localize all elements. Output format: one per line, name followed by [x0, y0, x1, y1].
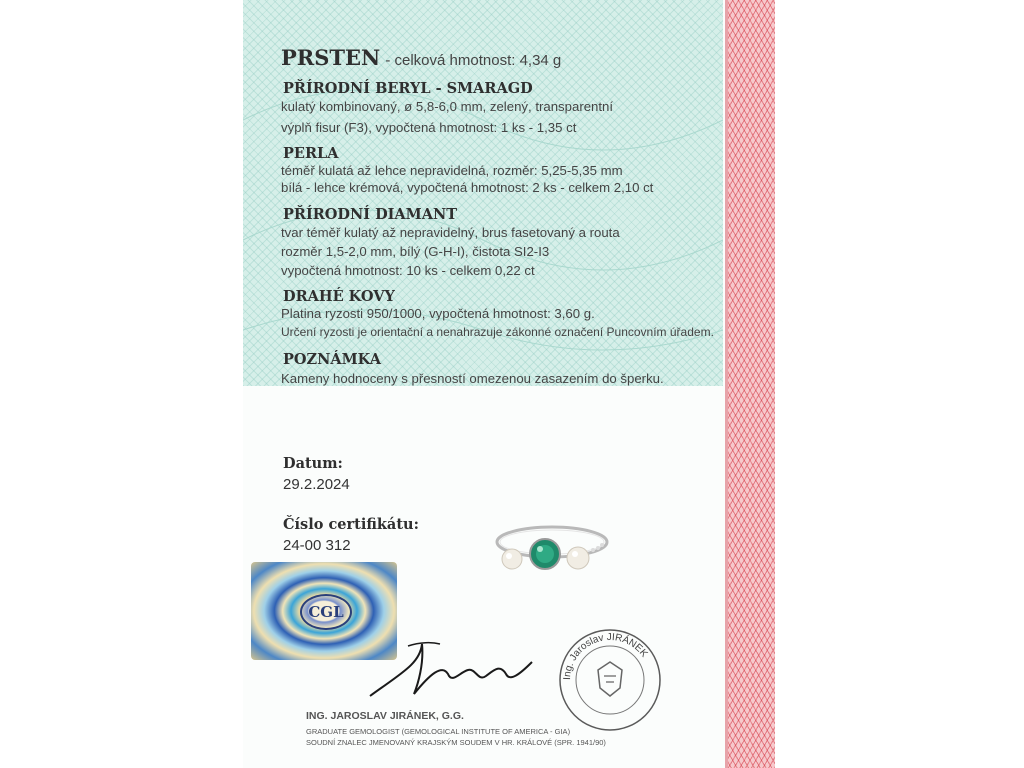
- section-line: Platina ryzosti 950/1000, vypočtená hmotnost: 3,60 g.: [281, 306, 595, 321]
- item-title: PRSTEN: [281, 45, 381, 70]
- stamp-name: Ing. Jaroslav JIRÁNEK: [561, 631, 650, 681]
- date-value: 29.2.2024: [283, 476, 350, 493]
- certificate-number-label: Číslo certifikátu:: [283, 516, 419, 533]
- signer-credential: GRADUATE GEMOLOGIST (GEMOLOGICAL INSTITUTE OF AMERICA - GIA): [306, 727, 571, 736]
- date-label: Datum:: [283, 455, 343, 472]
- signer-name: ING. JAROSLAV JIRÁNEK, G.G.: [306, 710, 464, 722]
- section-heading-perla: PERLA: [283, 145, 339, 162]
- svg-text:Ing. Jaroslav JIRÁNEK: [562, 632, 650, 680]
- official-stamp: [556, 626, 664, 734]
- pearl-right: [567, 547, 589, 569]
- signer-court-appointment: SOUDNÍ ZNALEC JMENOVANÝ KRAJSKÝM SOUDEM V HR. KRÁLOVÉ (SPR. 1941/90): [306, 738, 606, 747]
- security-ribbon: [725, 0, 775, 768]
- section-heading-kovy: DRAHÉ KOVY: [283, 288, 395, 305]
- lion-emblem-icon: [598, 662, 622, 696]
- section-line: Určení ryzosti je orientační a nenahrazuje zákonné označení Puncovním úřadem.: [281, 325, 714, 339]
- certificate-number-value: 24-00 312: [283, 537, 351, 554]
- section-line: tvar téměř kulatý až nepravidelný, brus fasetovaný a routa: [281, 225, 620, 240]
- pearl-left: [502, 549, 522, 569]
- item-title-row: [281, 45, 561, 70]
- section-line: vypočtená hmotnost: 10 ks - celkem 0,22 ct: [281, 263, 535, 278]
- section-line: bílá - lehce krémová, vypočtená hmotnost: 2 ks - celkem 2,10 ct: [281, 180, 654, 195]
- section-heading-beryl: PŘÍRODNÍ BERYL - SMARAGD: [283, 80, 533, 97]
- item-subtitle: - celková hmotnost: 4,34 g: [385, 52, 562, 69]
- ring-photo: [490, 510, 615, 590]
- cgl-logo: CGL: [300, 594, 352, 630]
- section-line: rozměr 1,5-2,0 mm, bílý (G-H-I), čistota SI2-I3: [281, 244, 550, 259]
- signature: [360, 634, 560, 704]
- section-heading-diamant: PŘÍRODNÍ DIAMANT: [283, 206, 458, 223]
- section-line: kulatý kombinovaný, ø 5,8-6,0 mm, zelený, transparentní: [281, 99, 614, 114]
- section-line: Kameny hodnoceny s přesností omezenou zasazením do šperku.: [281, 371, 664, 386]
- section-heading-poznamka: POZNÁMKA: [283, 351, 381, 368]
- section-line: téměř kulatá až lehce nepravidelná, rozměr: 5,25-5,35 mm: [281, 163, 623, 178]
- section-line: výplň fisur (F3), vypočtená hmotnost: 1 ks - 1,35 ct: [281, 120, 577, 135]
